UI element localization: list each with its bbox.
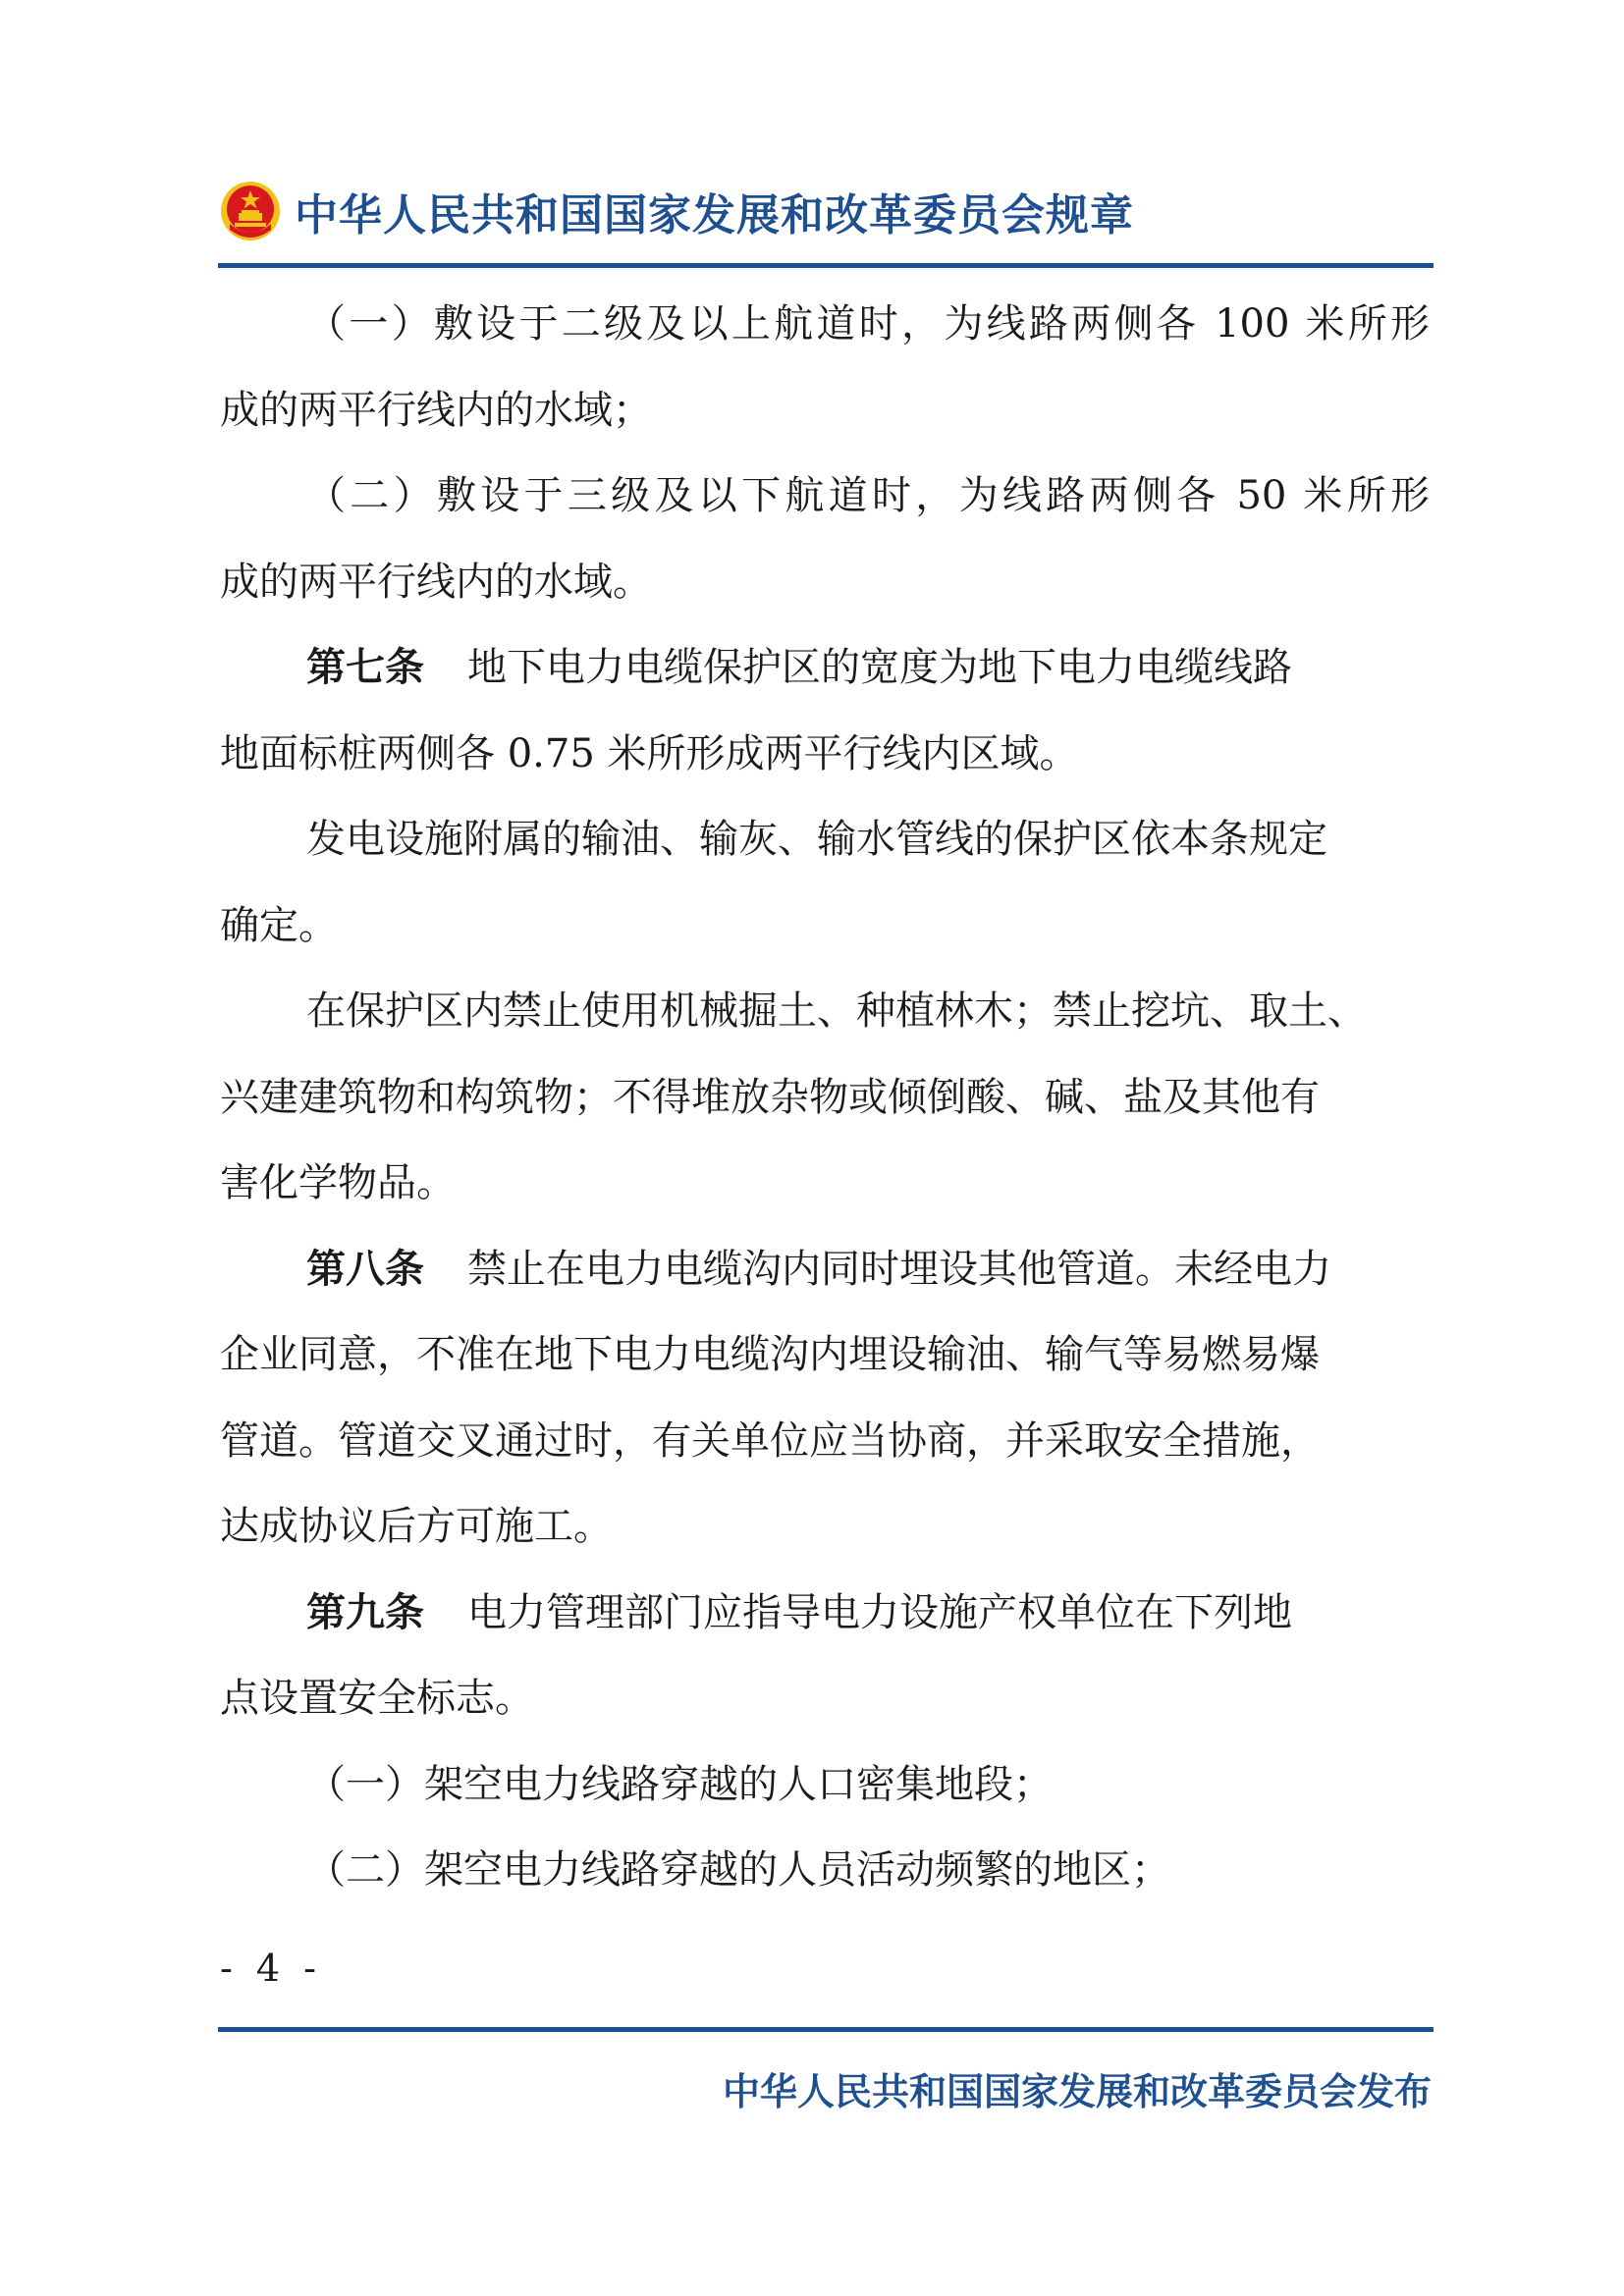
- article-9-heading: 第九条: [306, 1589, 424, 1635]
- body-line: （一）架空电力线路穿越的人口密集地段；: [306, 1761, 1053, 1807]
- article-8-text: 禁止在电力电缆沟内同时埋设其他管道。未经电力: [467, 1246, 1331, 1292]
- footer-publisher: 中华人民共和国国家发展和改革委员会发布: [722, 2070, 1432, 2113]
- body-line: 点设置安全标志。: [220, 1676, 534, 1721]
- body-line: 成的两平行线内的水域。: [220, 559, 652, 605]
- article-9-text: 电力管理部门应指导电力设施产权单位在下列地: [467, 1589, 1292, 1635]
- document-body: [220, 282, 1430, 1914]
- page-number: - 4 -: [220, 1947, 323, 1990]
- body-line: （一）敷设于二级及以上航道时，为线路两侧各 100 米所形: [306, 301, 1430, 347]
- article-line: [220, 1227, 1430, 1313]
- page-header: [220, 177, 1134, 245]
- body-line: 害化学物品。: [220, 1160, 456, 1205]
- article-line: [220, 1571, 1430, 1657]
- body-line: （二）架空电力线路穿越的人员活动频繁的地区；: [306, 1847, 1170, 1893]
- article-7-heading: 第七条: [306, 645, 424, 690]
- body-line: 确定。: [220, 902, 338, 948]
- header-title: 中华人民共和国国家发展和改革委员会规章: [295, 190, 1134, 240]
- footer-rule: [218, 2027, 1434, 2032]
- body-line: 企业同意，不准在地下电力电缆沟内埋设输油、输气等易燃易爆: [220, 1332, 1320, 1377]
- body-line: 在保护区内禁止使用机械掘土、种植林木；禁止挖坑、取土、: [306, 988, 1367, 1034]
- body-line: 达成协议后方可施工。: [220, 1504, 613, 1549]
- article-line: [220, 625, 1430, 712]
- body-line: 兴建建筑物和构筑物；不得堆放杂物或倾倒酸、碱、盐及其他有: [220, 1074, 1320, 1120]
- national-emblem-icon: [220, 181, 281, 241]
- header-rule: [218, 263, 1434, 268]
- body-line: 管道。管道交叉通过时，有关单位应当协商，并采取安全措施，: [220, 1417, 1320, 1464]
- body-line: 发电设施附属的输油、输灰、输水管线的保护区依本条规定: [306, 817, 1327, 862]
- article-7-text: 地下电力电缆保护区的宽度为地下电力电缆线路: [467, 645, 1292, 690]
- body-line: 地面标桩两侧各 0.75 米所形成两平行线内区域。: [220, 730, 1079, 776]
- article-8-heading: 第八条: [306, 1246, 424, 1292]
- body-line: 成的两平行线内的水域；: [220, 387, 652, 433]
- body-line: （二）敷设于三级及以下航道时，为线路两侧各 50 米所形: [306, 473, 1430, 518]
